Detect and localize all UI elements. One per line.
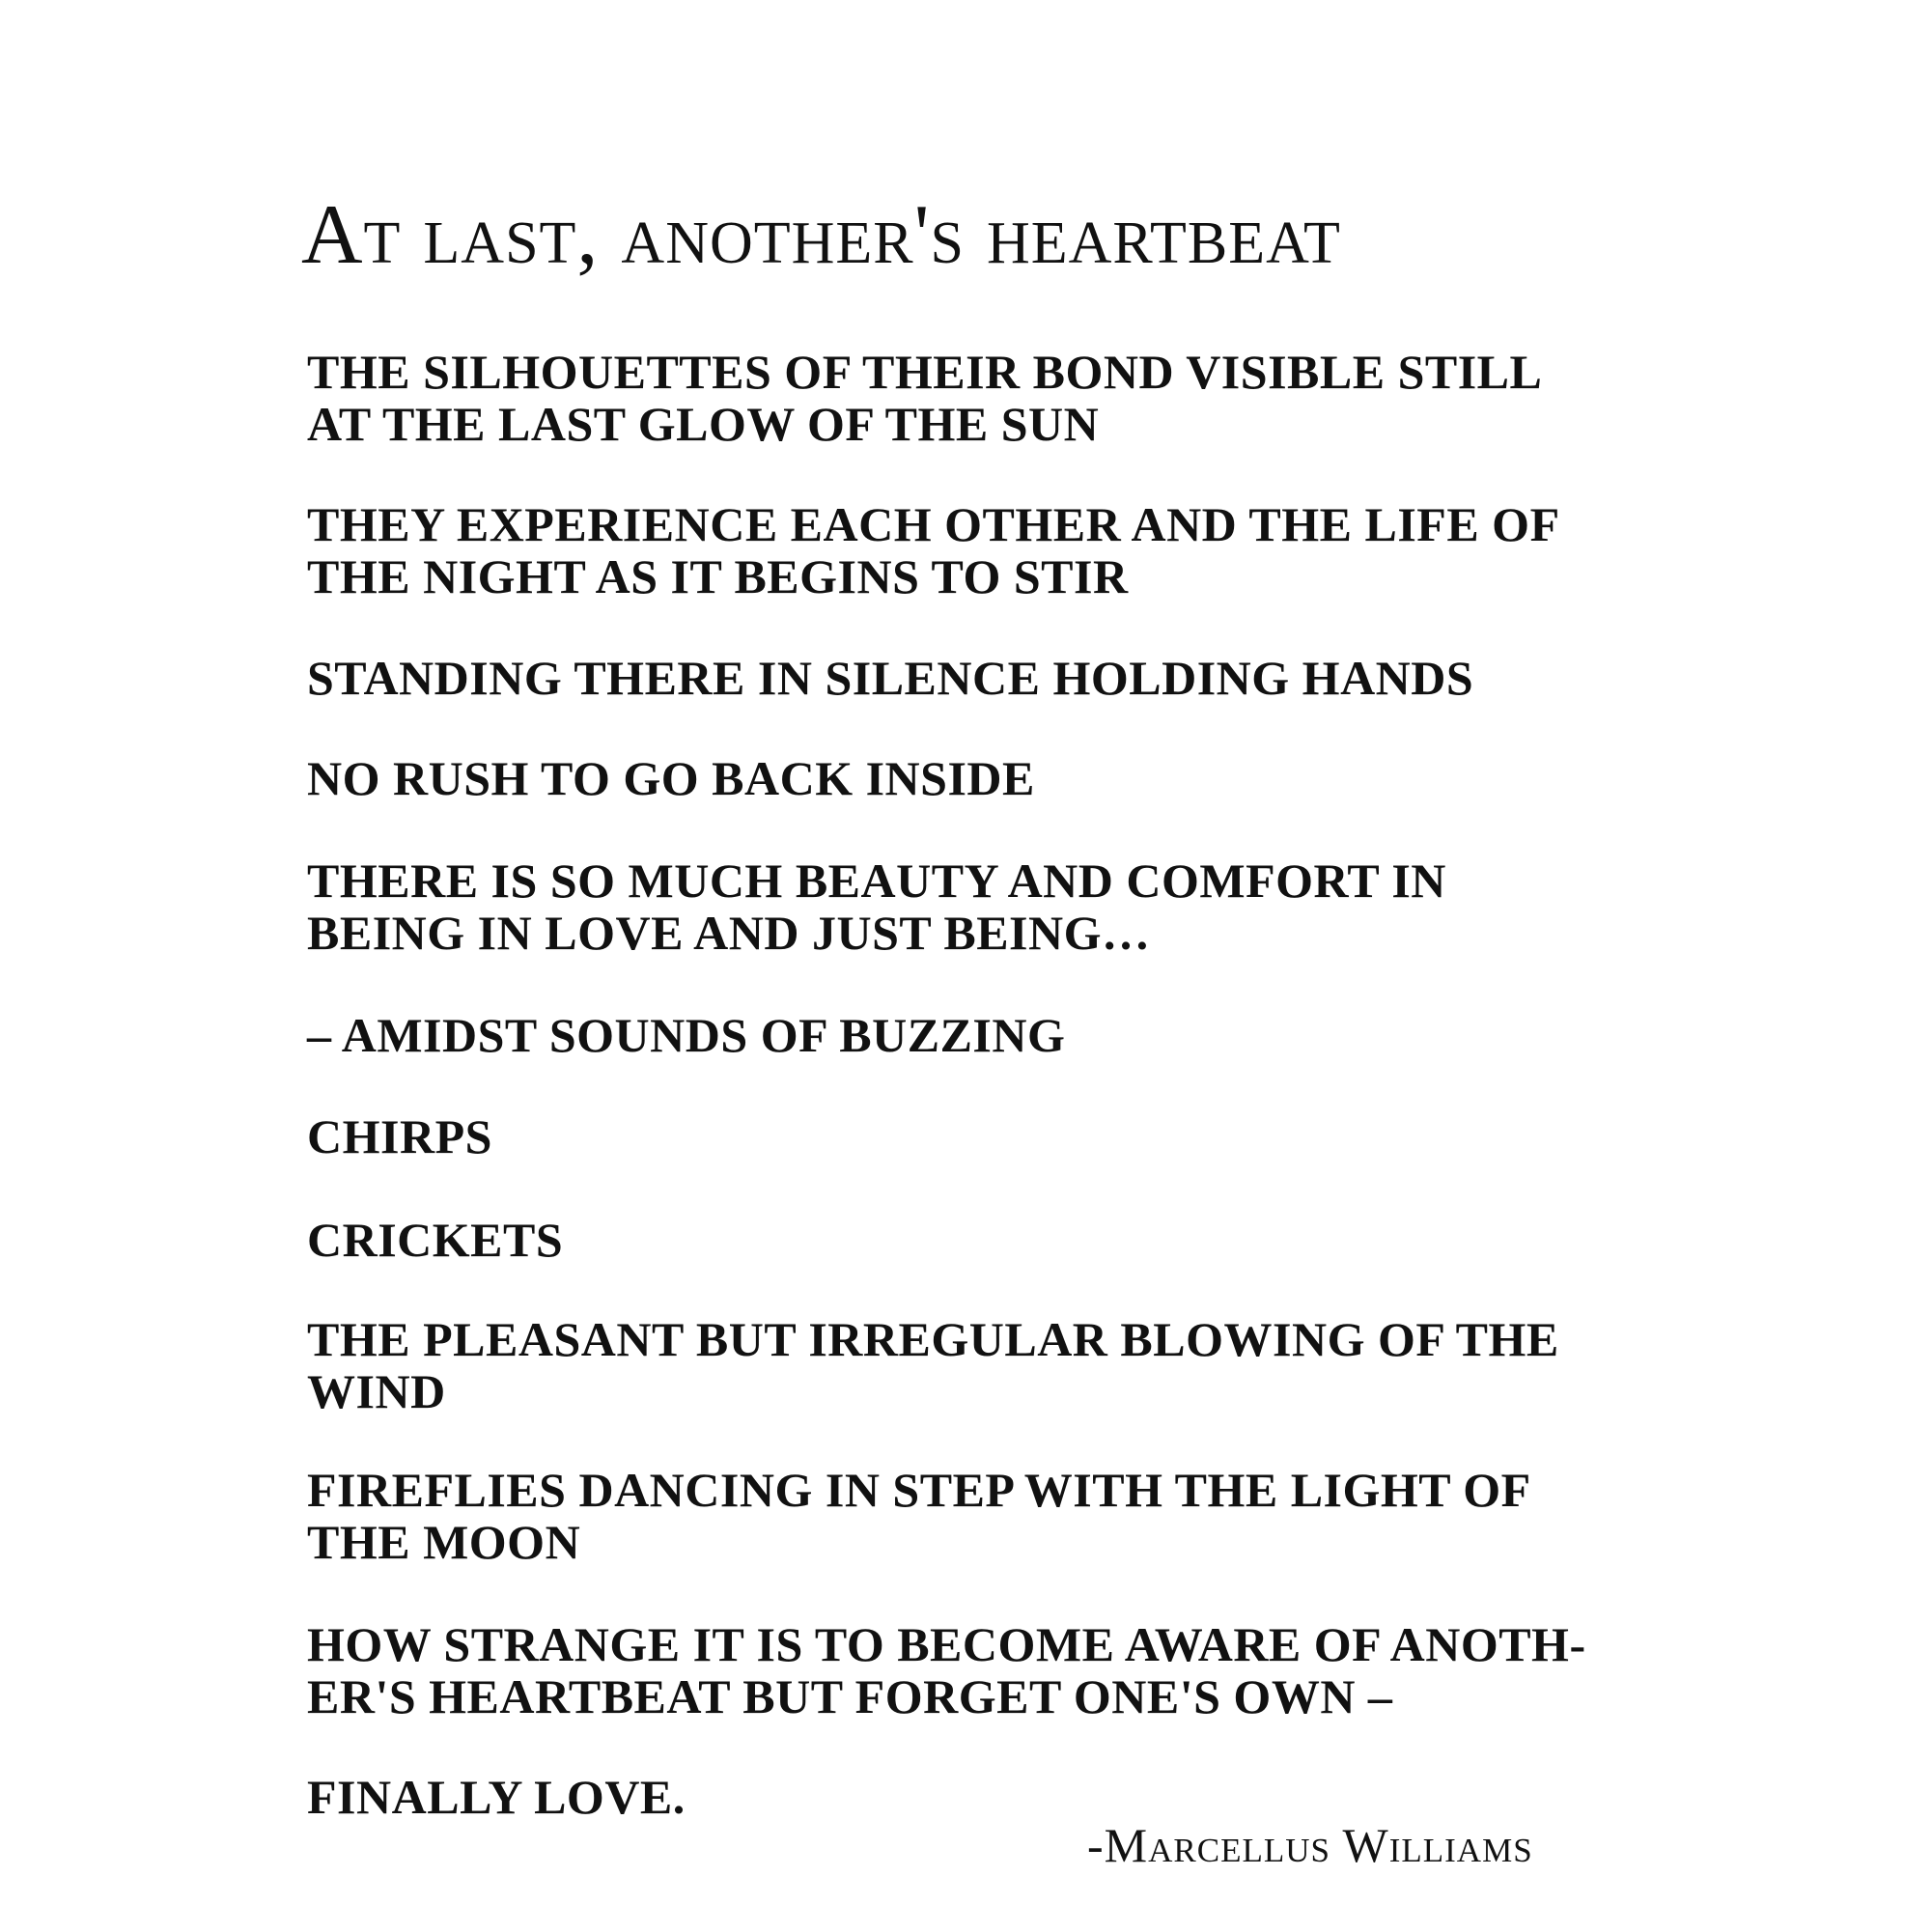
poem-line: ER'S HEARTBEAT BUT FORGET ONE'S OWN – <box>307 1669 1393 1723</box>
poem-stanza <box>307 1618 1586 1722</box>
poem-line: FIREFLIES DANCING IN STEP WITH THE LIGHT OF <box>307 1463 1531 1517</box>
poem-stanza <box>307 854 1446 959</box>
poem-stanza <box>307 1313 1559 1417</box>
poem-line: NO RUSH TO GO BACK INSIDE <box>307 751 1035 805</box>
poem-line: THE MOON <box>307 1515 581 1569</box>
poem-line: WIND <box>307 1364 446 1418</box>
poem-stanza <box>307 498 1560 602</box>
poem-line: STANDING THERE IN SILENCE HOLDING HANDS <box>307 651 1474 705</box>
poem-stanza <box>307 1110 492 1162</box>
poem-line: THE PLEASANT BUT IRREGULAR BLOWING OF THE <box>307 1312 1559 1366</box>
poem-line: THERE IS SO MUCH BEAUTY AND COMFORT IN <box>307 854 1446 908</box>
poem-line: CHIRPS <box>307 1109 492 1163</box>
poem-line: THEY EXPERIENCE EACH OTHER AND THE LIFE OF <box>307 497 1560 551</box>
poem-stanza <box>307 1464 1531 1568</box>
poem-stanza <box>307 346 1542 450</box>
poem-stanza <box>307 1771 686 1823</box>
poem-line: THE SILHOUETTES OF THEIR BOND VISIBLE STILL <box>307 345 1543 399</box>
poem-line: HOW STRANGE IT IS TO BECOME AWARE OF ANOTH- <box>307 1617 1586 1671</box>
poem-title: At last, another's heartbeat <box>301 188 1341 282</box>
poem-line: THE NIGHT AS IT BEGINS TO STIR <box>307 549 1129 603</box>
poem-author: -Marcellus Williams <box>1087 1818 1533 1872</box>
poem-line: FINALLY LOVE. <box>307 1770 686 1824</box>
poem-line: BEING IN LOVE AND JUST BEING… <box>307 906 1151 960</box>
poem-stanza <box>307 752 1035 804</box>
poem-line: AT THE LAST GLOW OF THE SUN <box>307 397 1100 451</box>
poem-stanza <box>307 652 1473 704</box>
poem-line: – AMIDST SOUNDS OF BUZZING <box>307 1008 1066 1062</box>
poem-line: CRICKETS <box>307 1213 564 1267</box>
poem-stanza <box>307 1009 1065 1061</box>
poem-stanza <box>307 1214 563 1266</box>
